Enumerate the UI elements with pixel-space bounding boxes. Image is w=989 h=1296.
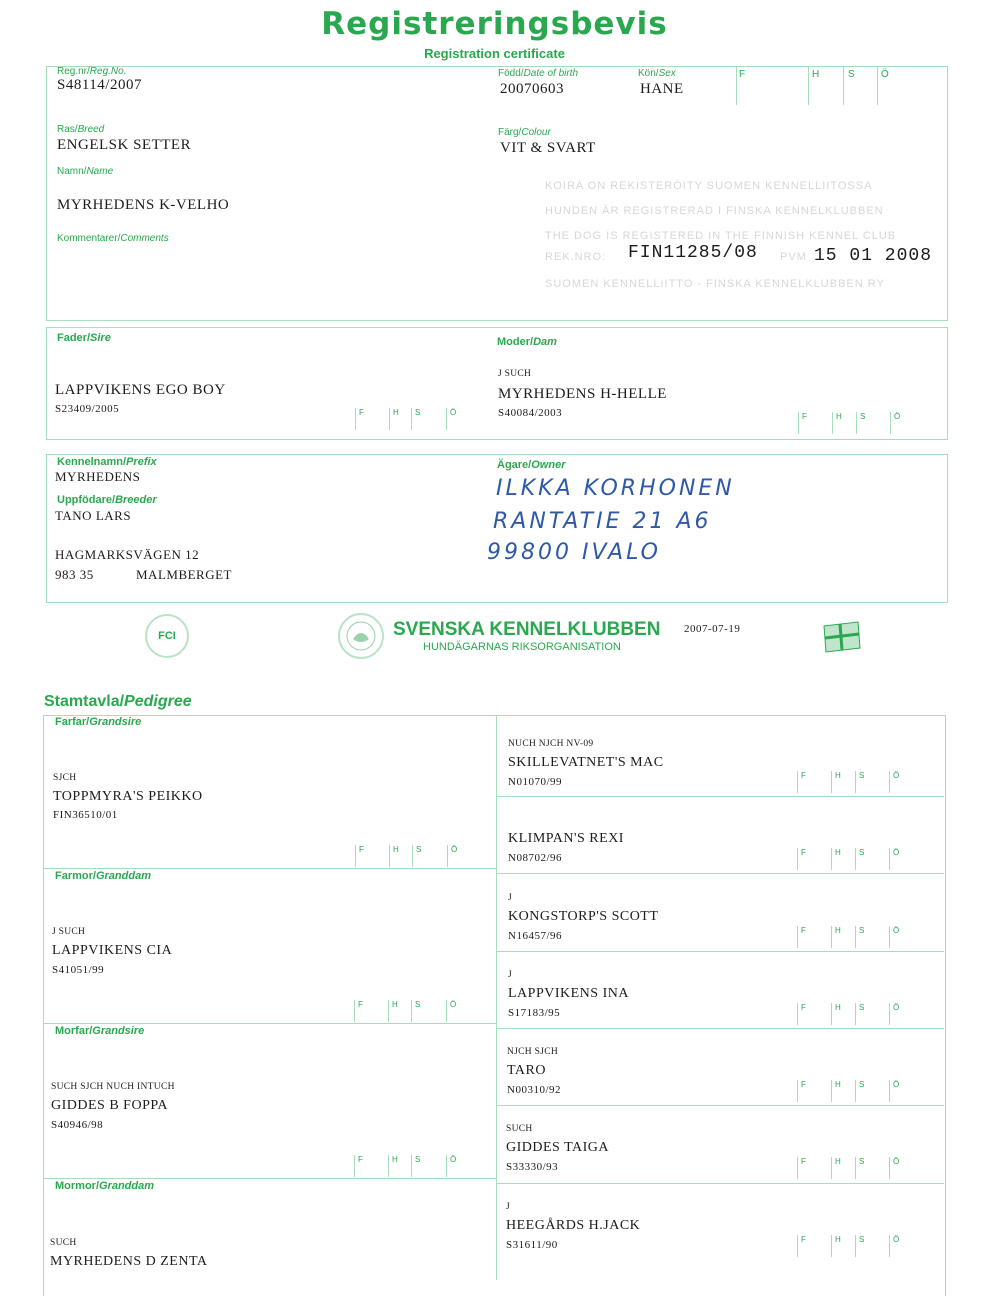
stamp-reg-no: FIN11285/08 [628, 243, 758, 263]
ggp-5-reg: N00310/92 [507, 1084, 561, 1096]
sire-label: Fader/Sire [57, 332, 111, 344]
fci-logo: FCI [145, 614, 189, 658]
breeder-label: Uppfödare/Breeder [57, 494, 157, 506]
ggp-6-reg: S33330/93 [506, 1161, 559, 1173]
farfar-titles: SJCH [53, 773, 77, 783]
ggp-7-name: HEEGÅRDS H.JACK [506, 1218, 641, 1233]
colour: VIT & SVART [500, 140, 596, 156]
stamp-line-2: HUNDEN ÄR REGISTRERAD I FINSKA KENNELKLUBBEN [545, 205, 884, 217]
reg-no-label: Reg.nr/Reg.No. [57, 66, 127, 77]
farmor-reg: S41051/99 [52, 964, 105, 976]
ggp-4-reg: S17183/95 [508, 1007, 561, 1019]
ggp-5-name: TARO [507, 1063, 546, 1078]
ggp-2-name: KLIMPAN'S REXI [508, 831, 624, 846]
dob-label: Född/Date of birth [498, 68, 579, 79]
ggp-3-titles: J [508, 893, 512, 903]
breeder-name: TANO LARS [55, 508, 132, 523]
certificate-subtitle: Registration certificate [424, 46, 565, 61]
ggp-5-titles: NJCH SJCH [507, 1047, 559, 1057]
ggp-1-reg: N01070/99 [508, 776, 562, 788]
flag-emblem-icon [818, 618, 866, 663]
sex: HANE [640, 81, 684, 97]
ggp-4-name: LAPPVIKENS INA [508, 986, 629, 1001]
fhso-f-label: F [739, 69, 746, 80]
org-name: SVENSKA KENNELKLUBBEN [393, 619, 661, 640]
date-of-birth: 20070603 [500, 81, 564, 97]
ggp-6-name: GIDDES TAIGA [506, 1140, 610, 1155]
ggp-7-titles: J [506, 1202, 510, 1212]
ggp-1-name: SKILLEVATNET'S MAC [508, 755, 664, 770]
breed: ENGELSK SETTER [57, 137, 192, 153]
breeder-city: MALMBERGET [136, 567, 232, 582]
prefix-label: Kennelnamn/Prefix [57, 456, 157, 468]
ggp-3-name: KONGSTORP'S SCOTT [508, 909, 659, 924]
farfar-label: Farfar/Grandsire [55, 716, 142, 728]
ggp-6-titles: SUCH [506, 1124, 533, 1134]
sire-name: LAPPVIKENS EGO BOY [55, 382, 226, 398]
sex-label: Kön/Sex [638, 68, 676, 79]
mormor-titles: SUCH [50, 1238, 77, 1248]
owner-line-3: 99800 IVALO [487, 540, 661, 565]
morfar-name: GIDDES B FOPPA [51, 1098, 168, 1113]
fhso-o-label: Ö [881, 69, 889, 80]
farmor-name: LAPPVIKENS CIA [52, 943, 173, 958]
dam-titles: J SUCH [498, 369, 532, 379]
owner-line-1: ILKKA KORHONEN [496, 476, 735, 501]
comments-label: Kommentarer/Comments [57, 233, 169, 244]
farmor-titles: J SUCH [52, 927, 86, 937]
dog-name: MYRHEDENS K-VELHO [57, 197, 230, 213]
stamp-line-1: KOIRA ON REKISTERÖITY SUOMEN KENNELLIITOSSA [545, 180, 873, 192]
ggp-1-titles: NUCH NJCH NV-09 [508, 739, 594, 749]
ggp-4-titles: J [508, 970, 512, 980]
ggp-3-reg: N16457/96 [508, 930, 562, 942]
farmor-label: Farmor/Granddam [55, 870, 151, 882]
breed-label: Ras/Breed [57, 124, 105, 135]
org-subtitle: HUNDÄGARNAS RIKSORGANISATION [423, 641, 621, 653]
stamp-line-5: SUOMEN KENNELLIITTO - FINSKA KENNELKLUBBEN RY [545, 278, 885, 290]
mormor-label: Mormor/Granddam [55, 1180, 155, 1192]
ggp-7-reg: S31611/90 [506, 1239, 558, 1251]
sire-reg: S23409/2005 [55, 403, 120, 415]
farfar-name: TOPPMYRA'S PEIKKO [53, 789, 203, 804]
dam-name: MYRHEDENS H-HELLE [498, 386, 667, 402]
breeder-address: HAGMARKSVÄGEN 12 [55, 547, 200, 562]
reg-no: S48114/2007 [57, 77, 142, 93]
stamp-date: 15 01 2008 [814, 246, 933, 266]
mormor-name: MYRHEDENS D ZENTA [50, 1254, 208, 1269]
morfar-reg: S40946/98 [51, 1119, 104, 1131]
stamp-date-label: PVM [780, 251, 807, 263]
stamp-line-3: THE DOG IS REGISTERED IN THE FINNISH KENNEL CLUB [545, 230, 897, 242]
morfar-label: Morfar/Grandsire [55, 1025, 145, 1037]
fhso-h-label: H [812, 69, 820, 80]
certificate-title: Registreringsbevis [321, 6, 668, 42]
prefix: MYRHEDENS [55, 469, 141, 484]
dam-label: Moder/Dam [497, 336, 557, 348]
morfar-titles: SUCH SJCH NUCH INTUCH [51, 1082, 175, 1092]
colour-label: Färg/Colour [498, 127, 551, 138]
farfar-reg: FIN36510/01 [53, 809, 118, 821]
skk-seal-icon [338, 613, 384, 659]
name-label: Namn/Name [57, 166, 114, 177]
owner-line-2: RANTATIE 21 A6 [493, 509, 712, 534]
ggp-2-reg: N08702/96 [508, 852, 562, 864]
owner-label: Ägare/Owner [497, 459, 566, 471]
fhso-s-label: S [848, 69, 855, 80]
breeder-postcode: 983 35 [55, 567, 94, 582]
dam-reg: S40084/2003 [498, 407, 563, 419]
pedigree-title: Stamtavla/Pedigree [44, 693, 192, 710]
stamp-reg-label: REK.NRO: [545, 251, 607, 263]
issue-date: 2007-07-19 [684, 623, 741, 635]
